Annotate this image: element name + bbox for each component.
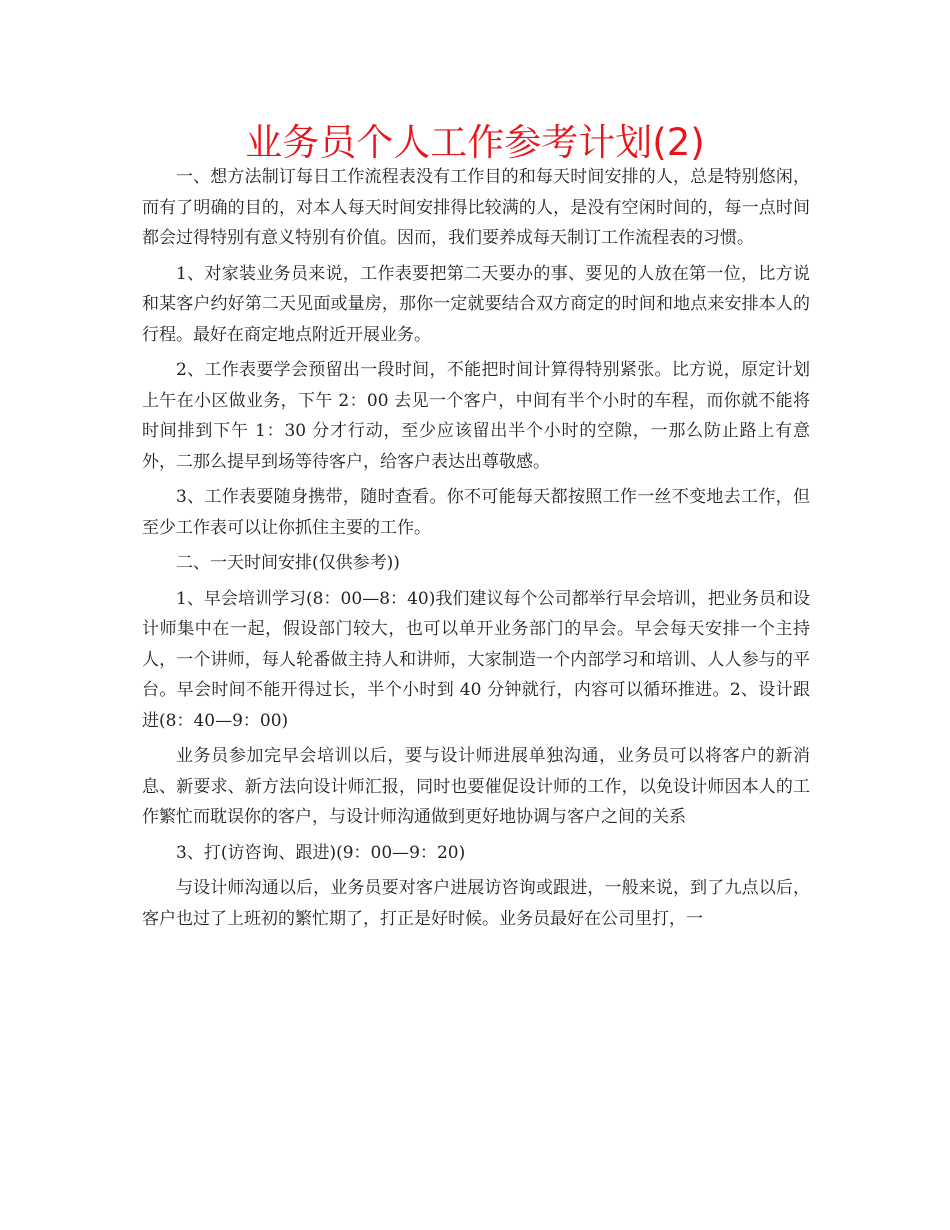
page-title: 业务员个人工作参考计划(2) — [245, 121, 705, 164]
section-heading-2: 二、一天时间安排(仅供参考)) — [176, 553, 400, 573]
document-body — [142, 162, 810, 939]
paragraph-8: 与设计师沟通以后，业务员要对客户进展访咨询或跟进，一般来说，到了九点以后，客户也过了上班初的繁忙期了，打正是好时候。业务员最好在公司里打，一 — [142, 878, 810, 929]
paragraph-2: 1、对家装业务员来说，工作表要把第二天要办的事、要见的人放在第一位，比方说和某客户约好第二天见面或量房，那你一定就要结合双方商定的时间和地点来安排本人的行程。最好在商定地点附近开展业务。 — [142, 263, 810, 345]
paragraph-6: 业务员参加完早会培训以后，要与设计师进展单独沟通，业务员可以将客户的新消息、新要求、新方法向设计师汇报，同时也要催促设计师的工作，以免设计师因本人的工作繁忙而耽误你的客户，与设计师沟通做到更好地协调与客户之间的关系 — [142, 746, 810, 827]
paragraph-1: 一、想方法制订每日工作流程表没有工作目的和每天时间安排的人，总是特别悠闲，而有了明确的目的，对本人每天时间安排得比较满的人，是没有空闲时间的，每一点时间都会过得特别有意义特别有价值。因而，我们要养成每天制订工作流程表的习惯。 — [142, 167, 810, 248]
paragraph-5: 1、早会培训学习(8：00—8：40)我们建议每个公司都举行早会培训，把业务员和设计师集中在一起，假设部门较大，也可以单开业务部门的早会。早会每天安排一个主持人，一个讲师，每人轮番做主持人和讲师，大家制造一个内部学习和培训、人人参与的平台。早会时间不能开得过长，半个小时到 40 分钟就行，内容可以循环推进。2、设计跟进(8：40—9：00) — [142, 588, 810, 731]
paragraph-7: 3、打(访咨询、跟进)(9：00—9：20) — [176, 842, 466, 863]
paragraph-4: 3、工作表要随身携带，随时查看。你不可能每天都按照工作一丝不变地去工作，但至少工作表可以让你抓住主要的工作。 — [142, 487, 810, 538]
paragraph-3: 2、工作表要学会预留出一段时间，不能把时间计算得特别紧张。比方说，原定计划上午在小区做业务，下午 2：00 去见一个客户，中间有半个小时的车程，而你就不能将时间排到下午 1：30 分才行动，至少应该留出半个小时的空隙，一那么防止路上有意外，二那么提早到场等待客户，给客户表达出尊敬感。 — [142, 360, 810, 472]
